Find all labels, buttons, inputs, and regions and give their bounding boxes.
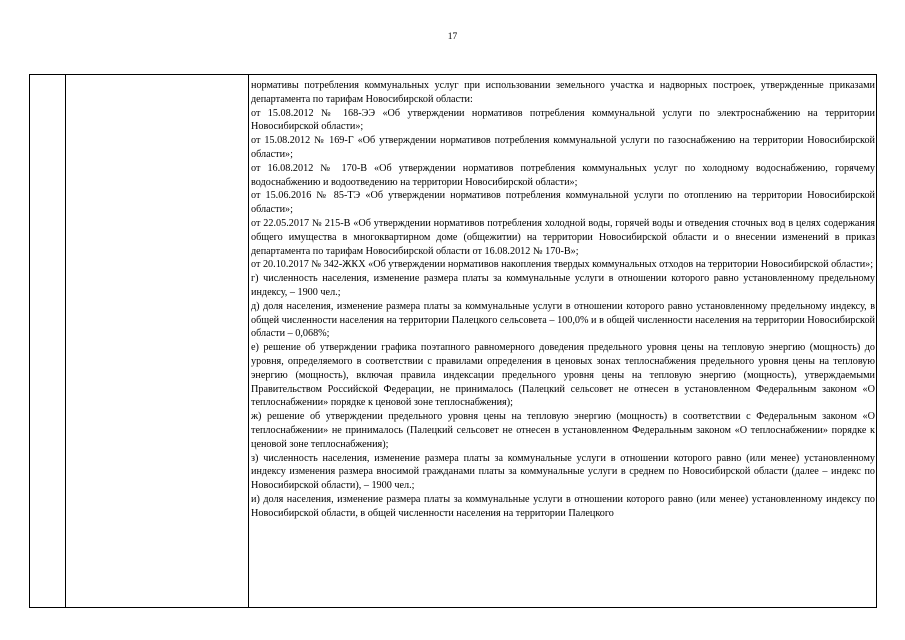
paragraph-item-z: з) численность населения, изменение размера платы за коммунальные услуги в отношении которого равно (или менее) установленному индексу изменения размера вносимой гражданами платы за коммунальные услуги в среднем по Новосибирской области (далее – индекс по Новосибирской области), – 1900 чел.; [251, 452, 875, 492]
paragraph-item-zh: ж) решение об утверждении предельного уровня цены на тепловую энергию (мощность) в соответствии с Федеральным законом «О теплоснабжении» не принималось (Палецкий сельсовет не отнесен в установленном Федеральным законом «О теплоснабжении» порядке к ценовой зоне теплоснабжения); [251, 411, 875, 450]
paragraph-order-170: от 16.08.2012 № 170-В «Об утверждении нормативов потребления коммунальных услуг по холодному водоснабжению, горячему водоснабжению и водоотведению на территории Новосибирской области»; [251, 162, 875, 188]
paragraph-order-85: от 15.06.2016 № 85-ТЭ «Об утверждении нормативов потребления коммунальной услуги по отоплению на территории Новосибирской области»; [251, 190, 875, 216]
paragraph-order-215: от 22.05.2017 № 215-В «Об утверждении нормативов потребления холодной воды, горячей воды и отведения сточных вод в целях содержания общего имущества в многоквартирном доме (общежитии) на территории Новосибирской области и о внесении изменений в приказ департамента по тарифам Новосибирской области от 16.08.2012 № 170-В»; [251, 217, 875, 257]
column-divider [65, 75, 66, 607]
paragraph-item-d: д) доля населения, изменение размера платы за коммунальные услуги в отношении которого равно установленному предельному индексу, в общей численности населения на территории Палецкого сельсовета – 100,0% и в общей численности населения на территории Новосибирской области – 0,068%; [251, 300, 875, 340]
paragraph-intro: нормативы потребления коммунальных услуг при использовании земельного участка и надворных построек, утвержденные приказами департамента по тарифам Новосибирской области: [251, 80, 875, 105]
paragraph-order-169: от 15.08.2012 № 169-Г «Об утверждении нормативов потребления коммунальной услуги по газоснабжению на территории Новосибирской области»; [251, 135, 875, 160]
paragraph-item-g: г) численность населения, изменение размера платы за коммунальные услуги в отношении которого равно установленному предельному индексу, – 1900 чел.; [251, 273, 875, 298]
paragraph-item-e: е) решение об утверждении графика поэтапного равномерного доведения предельного уровня цены на тепловую энергию (мощность) до уровня, определяемого в соответствии с правилами определения в ценовых зонах теплоснабжения предельного уровня цены на тепловую энергию (мощность), включая правила индексации предельного уровня цены на тепловую энергию (мощность), утверждаемыми Правительством Российской Федерации, не принималось (Палецкий сельсовет не отнесен в установленном Федеральным законом «О теплоснабжении» порядке к ценовой зоне теплоснабжения); [251, 342, 875, 409]
table-cell-text [251, 79, 875, 521]
paragraph-item-i: и) доля населения, изменение размера платы за коммунальные услуги в отношении которого равно (или менее) установленному индексу по Новосибирской области, в общей численности населения на территории Палецкого [251, 493, 875, 519]
page-number: 17 [447, 32, 458, 42]
column-divider [248, 75, 249, 607]
paragraph-order-168: от 15.08.2012 № 168-ЭЭ «Об утверждении нормативов потребления коммунальной услуги по электроснабжению на территории Новосибирской области»; [251, 107, 875, 133]
document-table [29, 74, 877, 608]
paragraph-order-342: от 20.10.2017 № 342-ЖКХ «Об утверждении нормативов накопления твердых коммунальных отходов на территории Новосибирской области»; [251, 259, 874, 271]
